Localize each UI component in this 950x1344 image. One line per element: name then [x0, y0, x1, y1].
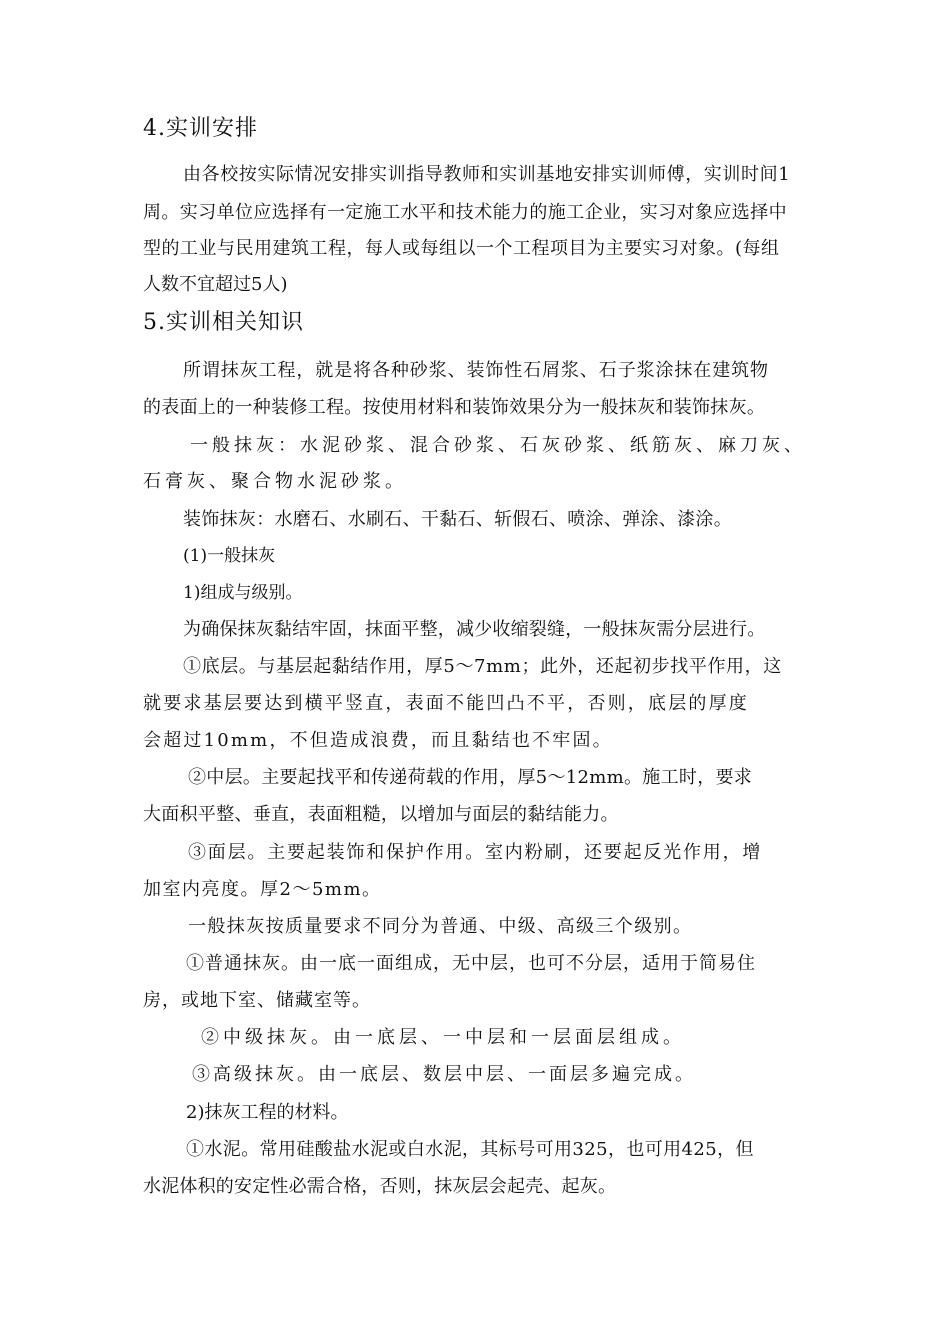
section-4-paragraph-line-4: 人数不宜超过5人) [143, 274, 288, 295]
section-5-line-22: ①水泥。常用硅酸盐水泥或白水泥，其标号可用325，也可用425，但 [186, 1139, 754, 1160]
section-4-paragraph-line-1: 由各校按实际情况安排实训指导教师和实训基地安排实训师傅，实训时间1 [183, 164, 791, 185]
section-5-line-4: 石膏灰、聚合物水泥砂浆。 [143, 471, 407, 492]
section-5-line-11: 会超过10mm，不但造成浪费，而且黏结也不牢固。 [143, 730, 613, 751]
section-5-line-17: ①普通抹灰。由一底一面组成，无中层，也可不分层，适用于简易住 [186, 953, 756, 974]
section-5-line-20: ③高级抹灰。由一底层、数层中层、一面层多遍完成。 [192, 1064, 696, 1085]
section-5-line-3: 一般抹灰：水泥砂浆、混合砂浆、石灰砂浆、纸筋灰、麻刀灰、 [190, 435, 806, 456]
section-4-paragraph-line-3: 型的工业与民用建筑工程，每人或每组以一个工程项目为主要实习对象。(每组 [143, 238, 780, 259]
section-5-line-18: 房，或地下室、储藏室等。 [143, 990, 371, 1011]
section-5-line-16: 一般抹灰按质量要求不同分为普通、中级、高级三个级别。 [188, 916, 693, 937]
section-5-line-1: 所谓抹灰工程，就是将各种砂浆、装饰性石屑浆、石子浆涂抹在建筑物 [183, 360, 769, 381]
section-5-line-6: (1)一般抹灰 [183, 546, 276, 566]
section-5-line-19: ②中级抹灰。由一底层、一中层和一层面层组成。 [201, 1027, 685, 1048]
section-5-line-10: 就要求基层要达到横平竖直，表面不能凹凸不平，否则，底层的厚度 [143, 693, 749, 714]
section-5-line-23: 水泥体积的安定性必需合格，否则，抹灰层会起壳、起灰。 [143, 1176, 617, 1197]
section-5-line-14: ③面层。主要起装饰和保护作用。室内粉刷，还要起反光作用，增 [188, 842, 763, 863]
section-5-heading: 5.实训相关知识 [143, 310, 304, 335]
section-5-line-9: ①底层。与基层起黏结作用，厚5～7mm；此外，还起初步找平作用，这 [183, 656, 782, 677]
section-5-line-2: 的表面上的一种装修工程。按使用材料和装饰效果分为一般抹灰和装饰抹灰。 [143, 397, 766, 418]
section-5-line-15: 加室内亮度。厚2～5mm。 [143, 879, 382, 900]
section-4-paragraph-line-2: 周。实习单位应选择有一定施工水平和技术能力的施工企业，实习对象应选择中 [143, 202, 787, 223]
section-5-line-21: 2)抹灰工程的材料。 [186, 1102, 349, 1123]
section-5-line-5: 装饰抹灰：水磨石、水刷石、干黏石、斩假石、喷涂、弹涂、漆涂。 [183, 509, 732, 530]
section-5-line-12: ②中层。主要起找平和传递荷载的作用，厚5～12mm。施工时，要求 [188, 767, 753, 788]
section-5-line-7: 1)组成与级别。 [183, 583, 303, 603]
section-4-heading: 4.实训安排 [143, 116, 258, 141]
section-5-line-8: 为确保抹灰黏结牢固，抹面平整，减少收缩裂缝，一般抹灰需分层进行。 [183, 619, 766, 640]
section-5-line-13: 大面积平整、垂直，表面粗糙，以增加与面层的黏结能力。 [143, 804, 619, 825]
